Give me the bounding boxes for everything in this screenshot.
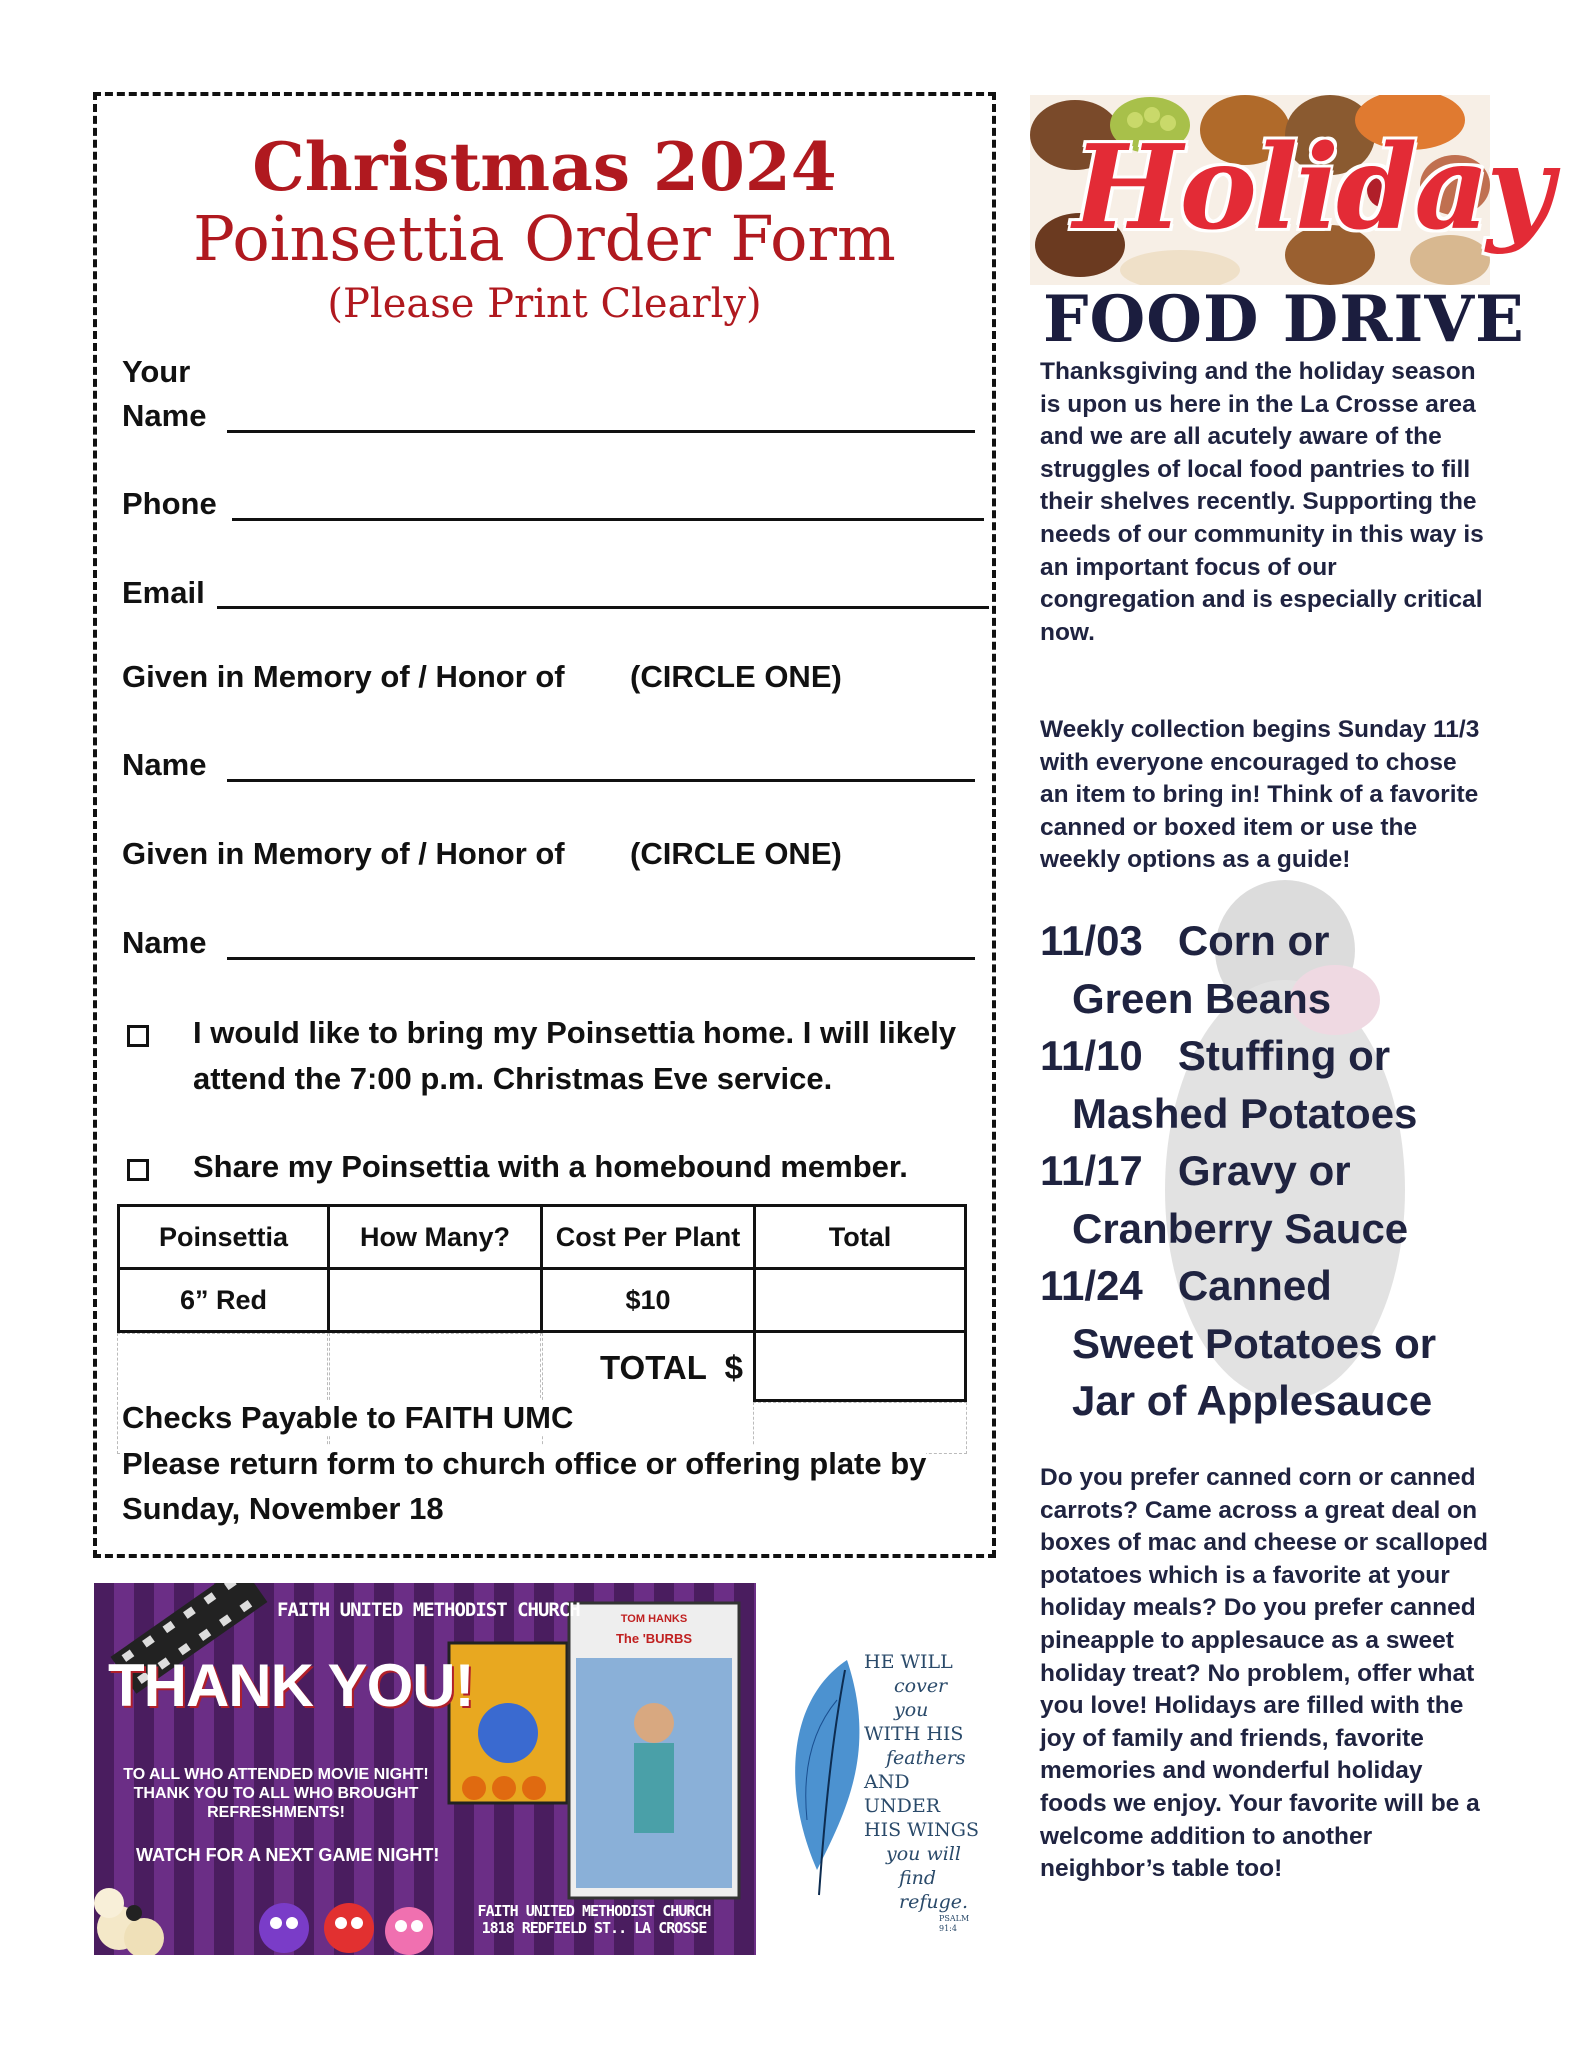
table-header: How Many? [327,1204,543,1270]
week-food: Stuffing or [1177,1032,1391,1079]
quantity-cell[interactable] [327,1267,543,1333]
week-date: 11/10 [1040,1032,1143,1079]
verse-reference: PSALM 91:4 [939,1914,970,1933]
food-drive-closing: Do you prefer canned corn or canned carrots? Came across a great deal on boxes of mac and cheese or scalloped potatoes which is a favorite at your holiday meals? Do you prefer canned pineapple to applesauce as a sweet holiday treat? No problem, offer what you love! Holidays are filled with the joy of family and friends, favorite memories and wonderful holiday foods we enjoy. Your favorite will be a welcome addition to another neighbor’s table too! [1040,1464,1488,1883]
memory-honor-label-2: Given in Memory of / Honor of [122,836,565,871]
week-food: Corn or [1177,917,1330,964]
flyer-message: TO ALL WHO ATTENDED MOVIE NIGHT! THANK YOU TO ALL WHO BROUGHT REFRESHMENTS! [123,1766,429,1821]
phone-label: Phone [122,486,217,521]
flyer-dvd2-title: The 'BURBS [615,1631,693,1646]
honoree-name-line[interactable] [227,779,975,782]
verse-line: HE WILL [864,1651,953,1673]
week-food: Gravy or [1177,1147,1351,1194]
verse-line: WITH HIS [864,1723,964,1745]
week-date: 11/03 [1040,917,1143,964]
honoree-name-label-2: Name [122,925,207,960]
week-food-cont: Cranberry Sauce [1072,1204,1409,1252]
verse-line: refuge. [899,1891,969,1913]
name-label: Name [122,398,207,433]
holiday-banner-word: Holiday [1073,120,1551,256]
verse-line: HIS WINGS [864,1819,979,1841]
week-date: 11/24 [1040,1262,1143,1309]
print-clearly-note: (Please Print Clearly) [327,281,762,327]
bring-home-option [193,1010,993,1102]
row-total-cell[interactable] [753,1267,967,1333]
week-food-cont: Jar of Applesauce [1072,1377,1433,1424]
email-line[interactable] [217,606,989,609]
verse-line: find [899,1867,937,1889]
flyer-footer-line-1: FAITH UNITED METHODIST CHURCH [477,1902,711,1920]
checks-payable: Checks Payable to FAITH UMC [122,1400,574,1435]
week-item [1040,1257,1500,1430]
week-food-cont: Mashed Potatoes [1072,1089,1418,1137]
your-label: Your [122,354,191,389]
table-header: Cost Per Plant [540,1204,756,1270]
poinsettia-order-form [93,92,996,1558]
feather-verse [777,1640,987,1933]
verse-line: you will [886,1843,961,1865]
flyer-dvd2-actor: TOM HANKS [620,1613,688,1625]
week-item [1040,912,1500,1027]
week-food-cont: Sweet Potatoes or [1072,1319,1437,1367]
bring-home-line-1: I would like to bring my Poinsettia home. I will likely [193,1015,957,1050]
verse-text [864,1650,984,1934]
honoree-name-label: Name [122,747,207,782]
cost-cell: $10 [540,1267,756,1333]
name-line[interactable] [227,430,975,433]
table-cell-size: 6” Red [117,1267,330,1333]
share-homebound-option: Share my Poinsettia with a homebound member. [193,1149,908,1184]
food-drive-heading: FOOD DRIVE [1043,282,1525,357]
food-drive-collection: Weekly collection begins Sunday 11/3 with everyone encouraged to chose an item to bring in! Think of a favorite canned or boxed item or use the weekly options as a guide! [1040,716,1480,874]
phone-line[interactable] [232,518,984,521]
week-food: Canned [1177,1262,1332,1309]
email-label: Email [122,575,205,610]
week-item [1040,1027,1500,1142]
table-header: Total [753,1204,967,1270]
flyer-footer [434,1903,754,1937]
share-homebound-checkbox[interactable] [127,1159,149,1181]
bring-home-checkbox[interactable] [127,1025,149,1047]
week-date: 11/17 [1040,1147,1143,1194]
grand-total-box[interactable] [753,1330,967,1402]
bring-home-line-2: attend the 7:00 p.m. Christmas Eve service. [193,1061,833,1096]
weekly-items-list [1040,912,1500,1430]
week-food-cont: Green Beans [1072,974,1332,1022]
verse-line: AND UNDER [864,1771,941,1817]
circle-one-label-2: (CIRCLE ONE) [630,836,842,871]
week-item [1040,1142,1500,1257]
table-header: Poinsettia [117,1204,330,1270]
thank-you-flyer [94,1583,756,1955]
total-label: TOTAL $ [540,1333,753,1403]
food-drive-intro: Thanksgiving and the holiday season is upon us here in the La Crosse area and we are all acutely aware of the struggles of local food pantries to fill their shelves recently. Supporting the needs of our community in this way is an important focus of our congregation and is especially critical now. [1040,358,1484,646]
form-subtitle: Poinsettia Order Form [193,202,896,275]
flyer-thank-you: THANK YOU! [108,1652,474,1719]
verse-line: cover you [894,1675,948,1721]
honoree-name-line-2[interactable] [227,957,975,960]
circle-one-label: (CIRCLE ONE) [630,659,842,694]
flyer-church-name: FAITH UNITED METHODIST CHURCH [277,1599,580,1621]
form-title: Christmas 2024 [252,128,837,206]
return-instructions-2: Sunday, November 18 [122,1491,444,1526]
flyer-footer-line-2: 1818 REDFIELD ST.. LA CROSSE [481,1919,707,1937]
memory-honor-label: Given in Memory of / Honor of [122,659,565,694]
flyer-next-event: WATCH FOR A NEXT GAME NIGHT! [136,1845,440,1865]
return-instructions-1: Please return form to church office or offering plate by [122,1446,927,1481]
verse-line: feathers [886,1747,966,1769]
